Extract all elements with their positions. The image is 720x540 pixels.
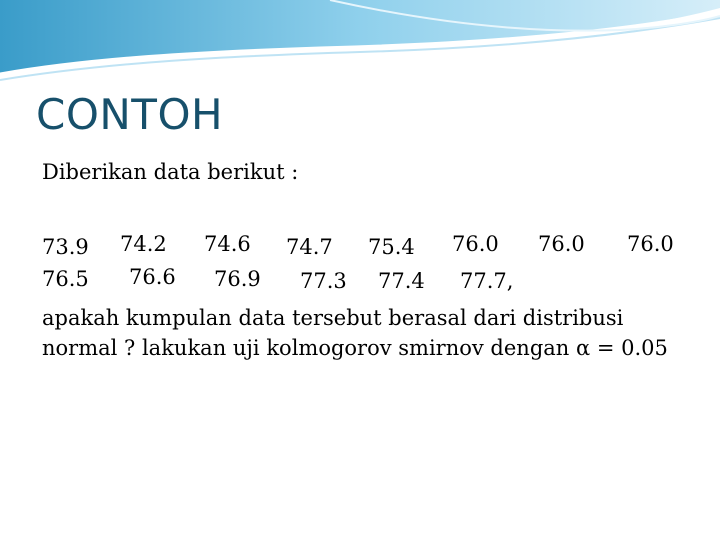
data-value: 76.0 <box>627 232 674 256</box>
data-value: 75.4 <box>368 235 415 259</box>
data-value: 76.0 <box>452 232 499 256</box>
data-value: 77.4 <box>378 269 425 293</box>
data-value: 76.5 <box>42 267 89 291</box>
data-value: 74.6 <box>204 232 251 256</box>
data-value: 73.9 <box>42 235 89 259</box>
slide-title: CONTOH <box>36 90 224 139</box>
data-value: 77.3 <box>300 269 347 293</box>
data-value: 77.7, <box>460 269 514 293</box>
data-value: 76.0 <box>538 232 585 256</box>
intro-text: Diberikan data berikut : <box>42 160 299 184</box>
data-value: 76.6 <box>129 265 176 289</box>
data-value: 74.7 <box>286 235 333 259</box>
data-value: 76.9 <box>214 267 261 291</box>
data-value: 74.2 <box>120 232 167 256</box>
question-text: apakah kumpulan data tersebut berasal dari distribusi normal ? lakukan uji kolmogorov smirnov dengan α = 0.05 <box>42 306 668 360</box>
